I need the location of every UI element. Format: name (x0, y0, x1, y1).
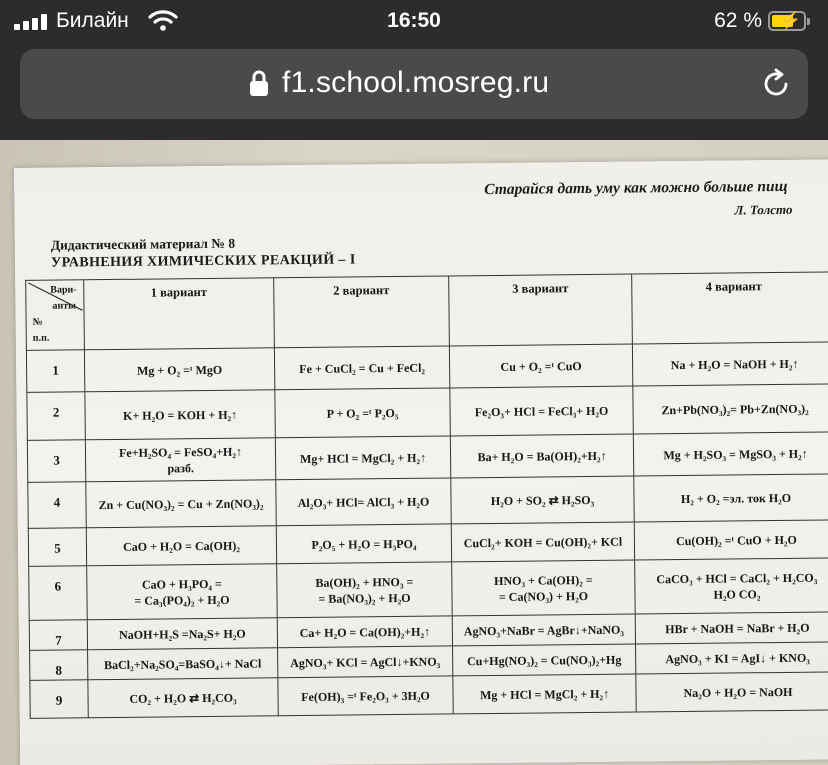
equation-cell (636, 642, 828, 674)
table-row (27, 384, 828, 440)
battery-charging-icon: ⚡ (768, 11, 806, 31)
reactions-table (25, 271, 828, 718)
equation-text: Mg + H₂SO₃ = MgSO₃ + H₂↑ (663, 446, 808, 462)
column-header-variant-2: 2 вариант (274, 276, 450, 348)
equation-text: Ba+ H₂O = Ba(OH)₂+H₂↑ (477, 448, 607, 464)
equation-text: HBr + NaOH = NaBr + H₂O (665, 620, 810, 636)
equation-cell (88, 678, 278, 718)
equation-text: Mg+ HCl = MgCl₂ + H₂↑ (299, 450, 427, 466)
status-bar (0, 0, 828, 44)
equation-cell (85, 438, 275, 482)
equation-text: CaO + H₃PO₄ = = Ca₃(PO₄)₂ + H₂O (134, 576, 230, 608)
row-number: 5 (28, 528, 86, 567)
equation-text: Zn + Cu(NO₃)₂ = Cu + Zn(NO₃)₂ (98, 495, 264, 512)
column-header-variant-4: 4 вариант (632, 272, 828, 344)
column-header-variant-1: 1 вариант (84, 278, 275, 350)
equation-cell (635, 558, 828, 614)
equation-cell (85, 390, 275, 440)
equation-text: Ba(OH)₂ + HNO₃ = = Ba(NO₃)₂ + H₂O (315, 574, 414, 606)
table-row (29, 558, 828, 620)
row-number: 2 (27, 392, 85, 441)
equation-cell (276, 478, 451, 526)
equation-cell (86, 480, 276, 528)
equation-text: BaCl₂+Na₂SO₄=BaSO₄↓+ NaCl (103, 655, 262, 672)
browser-chrome (0, 0, 828, 140)
epigraph-author: Л. Толсто (734, 201, 793, 218)
status-time: 16:50 (387, 9, 441, 32)
equation-text: Cu+Hg(NO₃)₂ = Cu(NO₃)₂+Hg (466, 652, 622, 668)
equation-cell (451, 522, 634, 562)
equation-cell (453, 644, 636, 676)
equation-cell (633, 432, 828, 476)
equation-text: CuCl₂+ KOH = Cu(OH)₂+ KCl (463, 534, 623, 550)
equation-text: H₂O + SO₂ ⇄ H₂SO₃ (490, 492, 595, 508)
equation-cell (452, 560, 636, 616)
equation-cell (450, 386, 633, 436)
equation-text: CO₂ + H₂O ⇄ H₂CO₃ (129, 690, 237, 706)
row-number: 9 (30, 680, 88, 719)
equation-text: Cu(OH)₂ =ᵗ CuO + H₂O (675, 532, 797, 548)
equation-text: Zn+Pb(NO₃)₂= Pb+Zn(NO₃)₂ (661, 401, 809, 417)
equation-cell (449, 344, 632, 388)
lock-icon (249, 69, 269, 97)
equation-text: AgNO₃+NaBr = AgBr↓+NaNO₃ (463, 622, 625, 638)
worksheet-paper (14, 159, 828, 765)
equation-cell (278, 646, 453, 678)
url-text[interactable]: f1.school.mosreg.ru (282, 66, 550, 99)
equation-text: Na + H₂O = NaOH + H₂↑ (670, 356, 799, 372)
equation-cell (635, 612, 828, 644)
document-title: УРАВНЕНИЯ ХИМИЧЕСКИХ РЕАКЦИЙ – I (50, 252, 356, 271)
equation-text: NaOH+H₂S =Na₂S+ H₂O (118, 626, 246, 642)
equation-cell (274, 346, 449, 390)
equation-text: K+ H₂O = KOH + H₂↑ (122, 407, 238, 423)
row-number: 8 (30, 650, 88, 681)
equation-cell (87, 564, 278, 620)
equation-cell (277, 562, 453, 618)
equation-cell (86, 526, 276, 566)
equation-text: Fe+H₂SO₄ = FeSO₄+H₂↑ разб. (118, 444, 243, 475)
equation-cell (275, 436, 450, 480)
equation-cell (636, 672, 828, 712)
column-header-variant-3: 3 вариант (449, 274, 633, 346)
equation-cell (88, 648, 278, 680)
corner-header: Вари- анты № п.п. (26, 280, 85, 351)
equation-cell (84, 348, 274, 392)
table-row (30, 672, 828, 718)
equation-text: Mg + O₂ =ᵗ MgO (136, 362, 223, 378)
equation-text: H₂ + O₂ =эл. ток H₂O (680, 490, 792, 506)
epigraph: Старайся дать уму как можно больше пищ (484, 177, 788, 199)
equation-cell (87, 618, 277, 650)
row-number: 6 (29, 566, 88, 621)
equation-text: Na₂O + H₂O = NaOH (683, 684, 793, 700)
row-number: 1 (26, 350, 84, 393)
equation-cell (277, 616, 452, 648)
equation-text: Al₂O₃+ HCl= AlCl₃ + H₂O (297, 494, 430, 510)
equation-text: Ca+ H₂O = Ca(OH)₂+H₂↑ (299, 624, 431, 640)
battery-percentage: 62 % (714, 9, 762, 32)
page-photo (0, 140, 828, 765)
equation-cell (633, 384, 828, 434)
equation-text: Fe + CuCl₂ = Cu + FeCl₂ (299, 360, 426, 376)
equation-cell (278, 676, 453, 716)
equation-text: Fe(OH)₃ =ᵗ Fe₂O₃ + 3H₂O (301, 688, 430, 704)
equation-cell (275, 388, 450, 438)
carrier-name: Билайн (56, 9, 129, 32)
equation-cell (452, 614, 635, 646)
row-number: 3 (27, 440, 85, 483)
equation-text: AgNO₃+ KCl = AgCl↓+KNO₃ (290, 654, 441, 670)
equation-text: P₂O₅ + H₂O = H₃PO₄ (311, 536, 417, 552)
equation-text: HNO₃ + Ca(OH)₂ = = Ca(NO₃) + H₂O (494, 572, 593, 604)
address-bar[interactable] (20, 49, 808, 119)
equation-cell (634, 520, 828, 560)
table-header-row (26, 272, 828, 350)
equation-cell (451, 476, 634, 524)
equation-text: P + O₂ =ᵗ P₂O₅ (326, 405, 399, 421)
equation-text: Cu + O₂ =ᵗ CuO (500, 358, 582, 374)
table-row (28, 474, 828, 528)
equation-text: CaO + H₂O = Ca(OH)₂ (122, 538, 240, 554)
equation-cell (450, 434, 633, 478)
equation-text: AgNO₃ + KI = AgI↓ + KNO₃ (665, 650, 810, 666)
reload-icon[interactable] (760, 68, 792, 100)
document-subtitle: Дидактический материал № 8 (50, 235, 236, 253)
equation-text: CaCO₃ + HCl = CaCl₂ + H₂CO₃ H₂O CO₂ (656, 570, 818, 602)
equation-text: Fe₂O₃+ HCl = FeCl₃+ H₂O (474, 403, 609, 419)
equation-cell (453, 674, 636, 714)
equation-cell (276, 524, 451, 564)
equation-cell (634, 474, 828, 522)
equation-text: Mg + HCl = MgCl₂ + H₂↑ (479, 686, 610, 702)
row-number: 4 (28, 482, 86, 529)
equation-cell (632, 342, 828, 386)
row-number: 7 (29, 620, 87, 651)
